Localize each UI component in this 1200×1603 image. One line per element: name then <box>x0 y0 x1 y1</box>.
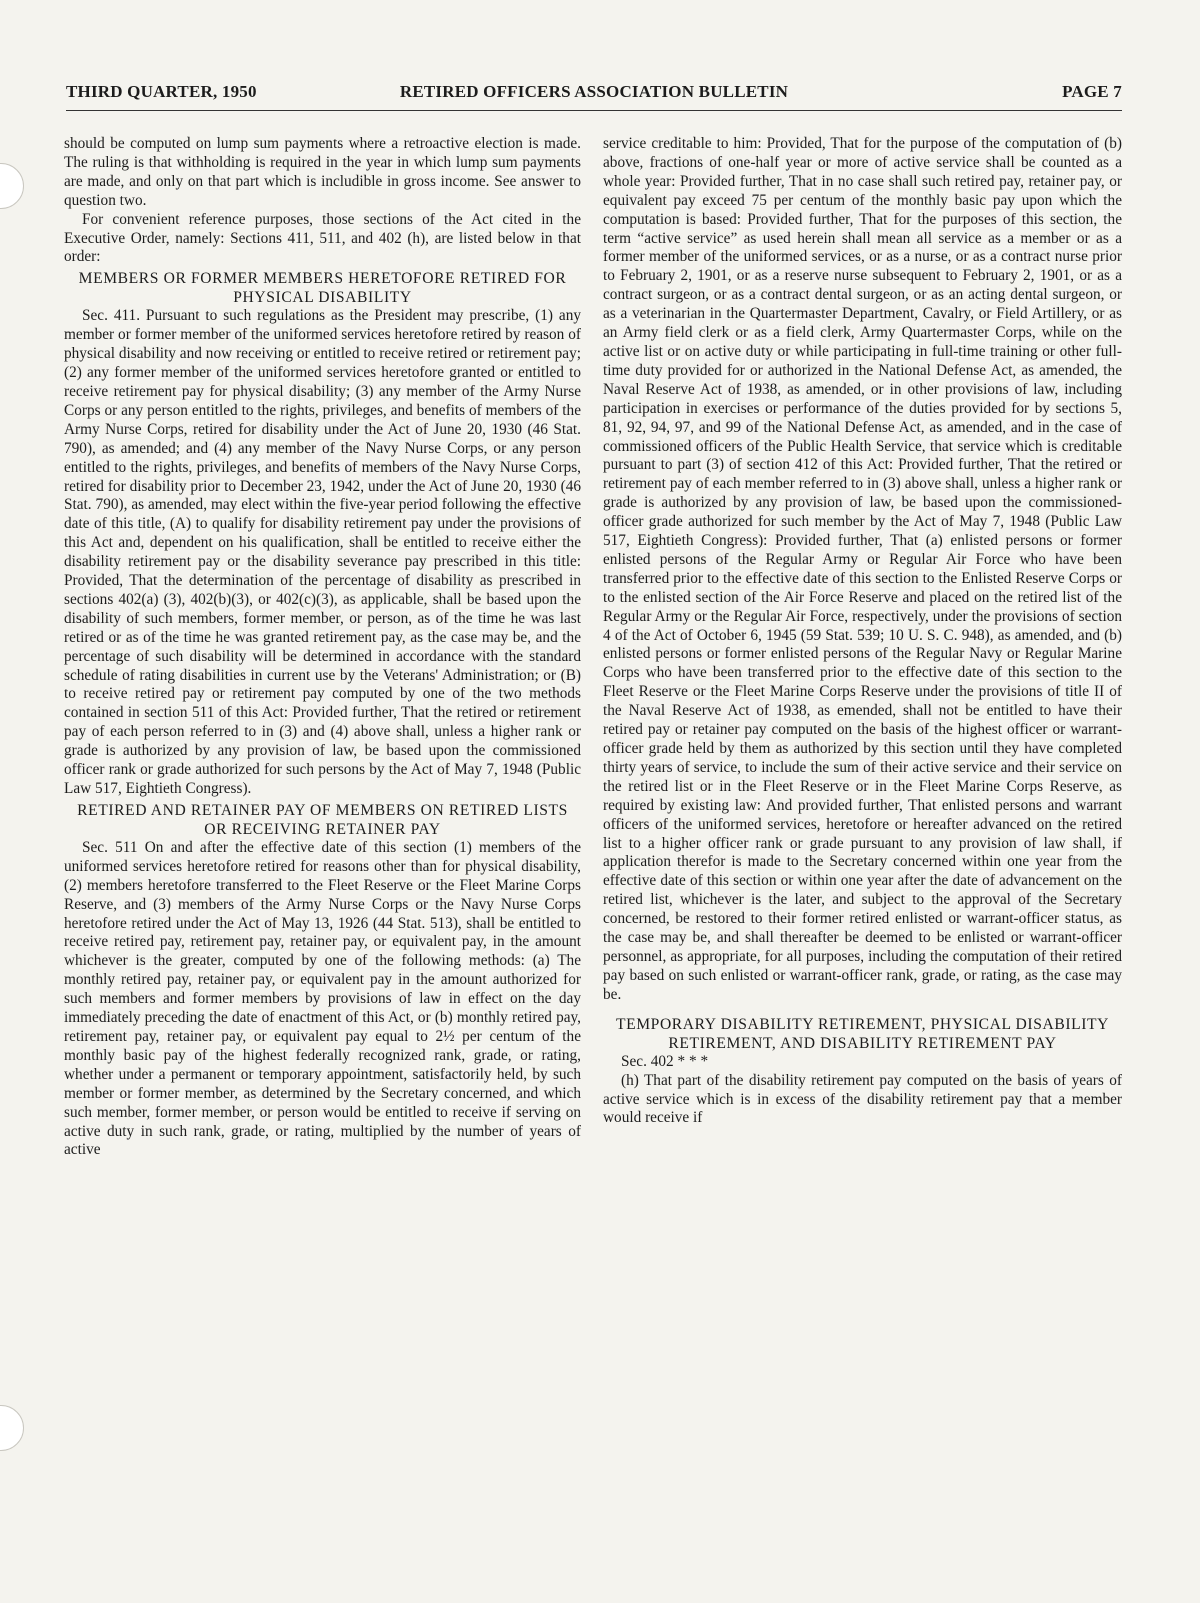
paragraph: Sec. 411. Pursuant to such regulations as the President may prescribe, (1) any member or former member of the uniformed services heretofore retired by reason of physical disability and now receiving or entitled to receive retired or retirement pay; (2) any former member of the uniformed services heretofore granted or entitled to receive retirement pay for physical disability; (3) any member of the Army Nurse Corps or any person entitled to the rights, privileges, and benefits of members of the Army Nurse Corps, retired for disability under the Act of June 20, 1930 (46 Stat. 790), as amended; and (4) any member of the Navy Nurse Corps, or any person entitled to the rights, privileges, and benefits of members of the Navy Nurse Corps, retired for disability prior to December 23, 1942, under the Act of June 20, 1930 (46 Stat. 790), as amended, may elect within the five-year period following the effective date of this title, (A) to qualify for disability retirement pay under the provisions of this Act and, dependent on his qualification, shall be entitled to receive either the disability retirement pay or the disability severance pay prescribed in this title: Provided, That the determination of the percentage of disability as prescribed in sections 402(a) (3), 402(b)(3), or 402(c)(3), as applicable, shall be based upon the disability of such members, former member, or person, as of the time he was last retired or as of the time he was granted retirement pay, as the case may be, and the percentage of such disability will be determined in accordance with the standard schedule of rating disabilities in current use by the Veterans' Administration; or (B) to receive retired pay or retirement pay computed by one of the two methods contained in section 511 of this Act: Provided further, That the retired or retirement pay of each person referred to in (3) and (4) above shall, unless a higher rank or grade is authorized by any provision of law, be based upon the commissioned officer rank or grade authorized for such persons by the Act of May 7, 1948 (Public Law 517, Eightieth Congress). <box>64 307 581 797</box>
section-heading: TEMPORARY DISABILITY RETIREMENT, PHYSICAL DISABILITY RETIREMENT, AND DISABILITY RETIREMENT PAY <box>615 1015 1110 1052</box>
paragraph: Sec. 511 On and after the effective date of this section (1) members of the uniformed services heretofore retired for reasons other than for physical disability, (2) members heretofore transferred to the Fleet Reserve or the Fleet Marine Corps Reserve, and (3) members of the Army Nurse Corps or the Navy Nurse Corps heretofore retired under the Act of May 13, 1926 (44 Stat. 513), shall be entitled to receive retired pay, retirement pay, retainer pay, or equivalent pay, in the amount whichever is the greater, computed by one of the following methods: (a) The monthly retired pay, retainer pay, or equivalent pay in the amount authorized for such members and former members by provisions of law in effect on the day immediately preceding the date of enactment of this Act, or (b) monthly retired pay, retirement pay, retainer pay, or equivalent pay equal to 2½ per centum of the monthly basic pay of the highest federally recognized rank, grade, or rating, whether under a permanent or temporary appointment, satisfactorily held, by such member or former member, as determined by the Secretary concerned, and which such member, former member, or person would be entitled to receive if serving on active duty in such rank, grade, or rating, multiplied by the number of years of active <box>64 838 581 1159</box>
paragraph: Sec. 402 * * * <box>621 1052 709 1070</box>
binder-hole <box>0 1405 24 1451</box>
binder-hole <box>0 163 24 209</box>
issue-date: THIRD QUARTER, 1950 <box>66 82 257 101</box>
section-heading: MEMBERS OR FORMER MEMBERS HERETOFORE RETIRED FOR PHYSICAL DISABILITY <box>78 270 567 307</box>
paragraph: For convenient reference purposes, those sections of the Act cited in the Executive Order, namely: Sections 411, 511, and 402 (h), are listed below in that order: <box>64 210 581 266</box>
right-column <box>603 135 1122 1128</box>
page-number: PAGE 7 <box>1062 82 1122 101</box>
paragraph: should be computed on lump sum payments where a retroactive election is made. The ruling is that withholding is required in the year in which lump sum payments are made, and only on that part which is includible in gross income. See answer to question two. <box>64 135 581 209</box>
header-rule <box>66 110 1122 111</box>
publication-title: RETIRED OFFICERS ASSOCIATION BULLETIN <box>399 82 789 101</box>
page-header <box>66 82 1122 106</box>
left-column <box>64 135 581 1160</box>
paragraph: service creditable to him: Provided, That for the purpose of the computation of (b) above, fractions of one-half year or more of active service shall be counted as a whole year: Provided further, That in no case shall such retired pay, retainer pay, or equivalent pay exceed 75 per centum of the monthly basic pay upon which the computation is based: Provided further, That for the purposes of this section, the term “active service” as used herein shall mean all service as a member or as a former member of the uniformed services, or as a nurse, or as a contract nurse prior to February 2, 1901, or as a reserve nurse subsequent to February 2, 1901, or as a contract surgeon, or as a contract dental surgeon, or as an acting dental surgeon, or as a veterinarian in the Quartermaster Department, Cavalry, or Field Artillery, or as an Army field clerk or as a field clerk, Army Quartermaster Corps, while on the active list or on active duty or while participating in full-time training or other full-time duty provided for or authorized in the National Defense Act, as amended, the Naval Reserve Act of 1938, as amended, or in other provisions of law, including participation in exercises or performance of the duties provided for by sections 5, 81, 92, 94, 97, and 99 of the National Defense Act, as amended, and in the case of commissioned officers of the Public Health Service, that service which is creditable pursuant to part (3) of section 412 of this Act: Provided further, That the retired or retirement pay of each member referred to in (3) above shall, unless a higher rank or grade is authorized by any provision of law, be based upon the commissioned-officer grade authorized for such member by the Act of May 7, 1948 (Public Law 517, Eightieth Congress): Provided further, That (a) enlisted persons or former enlisted persons of the Regular Army or Regular Air Force who have been transferred prior to the effective date of this section to the Enlisted Reserve Corps or to the enlisted section of the Air Force Reserve and placed on the retired list of the Regular Army or the Regular Air Force, respectively, under the provisions of section 4 of the Act of October 6, 1945 (59 Stat. 539; 10 U. S. C. 948), as amended, and (b) enlisted persons or former enlisted persons of the Regular Navy or Regular Marine Corps who have been transferred prior to the effective date of this section to the Fleet Reserve or the Fleet Marine Corps Reserve under the provisions of title II of the Naval Reserve Act of 1938, as emended, shall not be entitled to have their retired pay or retainer pay computed on the basis of the highest officer or warrant-officer grade held by them as authorized by this section until they have completed thirty years of service, to include the sum of their active service and their service on the retired list or in the Fleet Reserve or in the Fleet Marine Corps Reserve, as required by existing law: And provided further, That enlisted persons and warrant officers of the uniformed services, heretofore or hereafter advanced on the retired list to a higher officer rank or grade pursuant to any provision of law shall, if application therefor is made to the Secretary concerned within one year from the effective date of this section or within one year after the date of advancement on the retired list, whichever is the later, and subject to the approval of the Secretary concerned, be restored to their former retired enlisted or warrant-officer status, as the case may be, and shall thereafter be deemed to be enlisted or warrant-officer personnel, as appropriate, for all purposes, including the computation of their retired pay based on such enlisted or warrant-officer rank, grade, or rating, as the case may be. <box>603 135 1122 1003</box>
paragraph: (h) That part of the disability retirement pay computed on the basis of years of active service which is in excess of the disability retirement pay that a member would receive if <box>603 1071 1122 1127</box>
section-heading: RETIRED AND RETAINER PAY OF MEMBERS ON RETIRED LISTS OR RECEIVING RETAINER PAY <box>77 801 568 838</box>
